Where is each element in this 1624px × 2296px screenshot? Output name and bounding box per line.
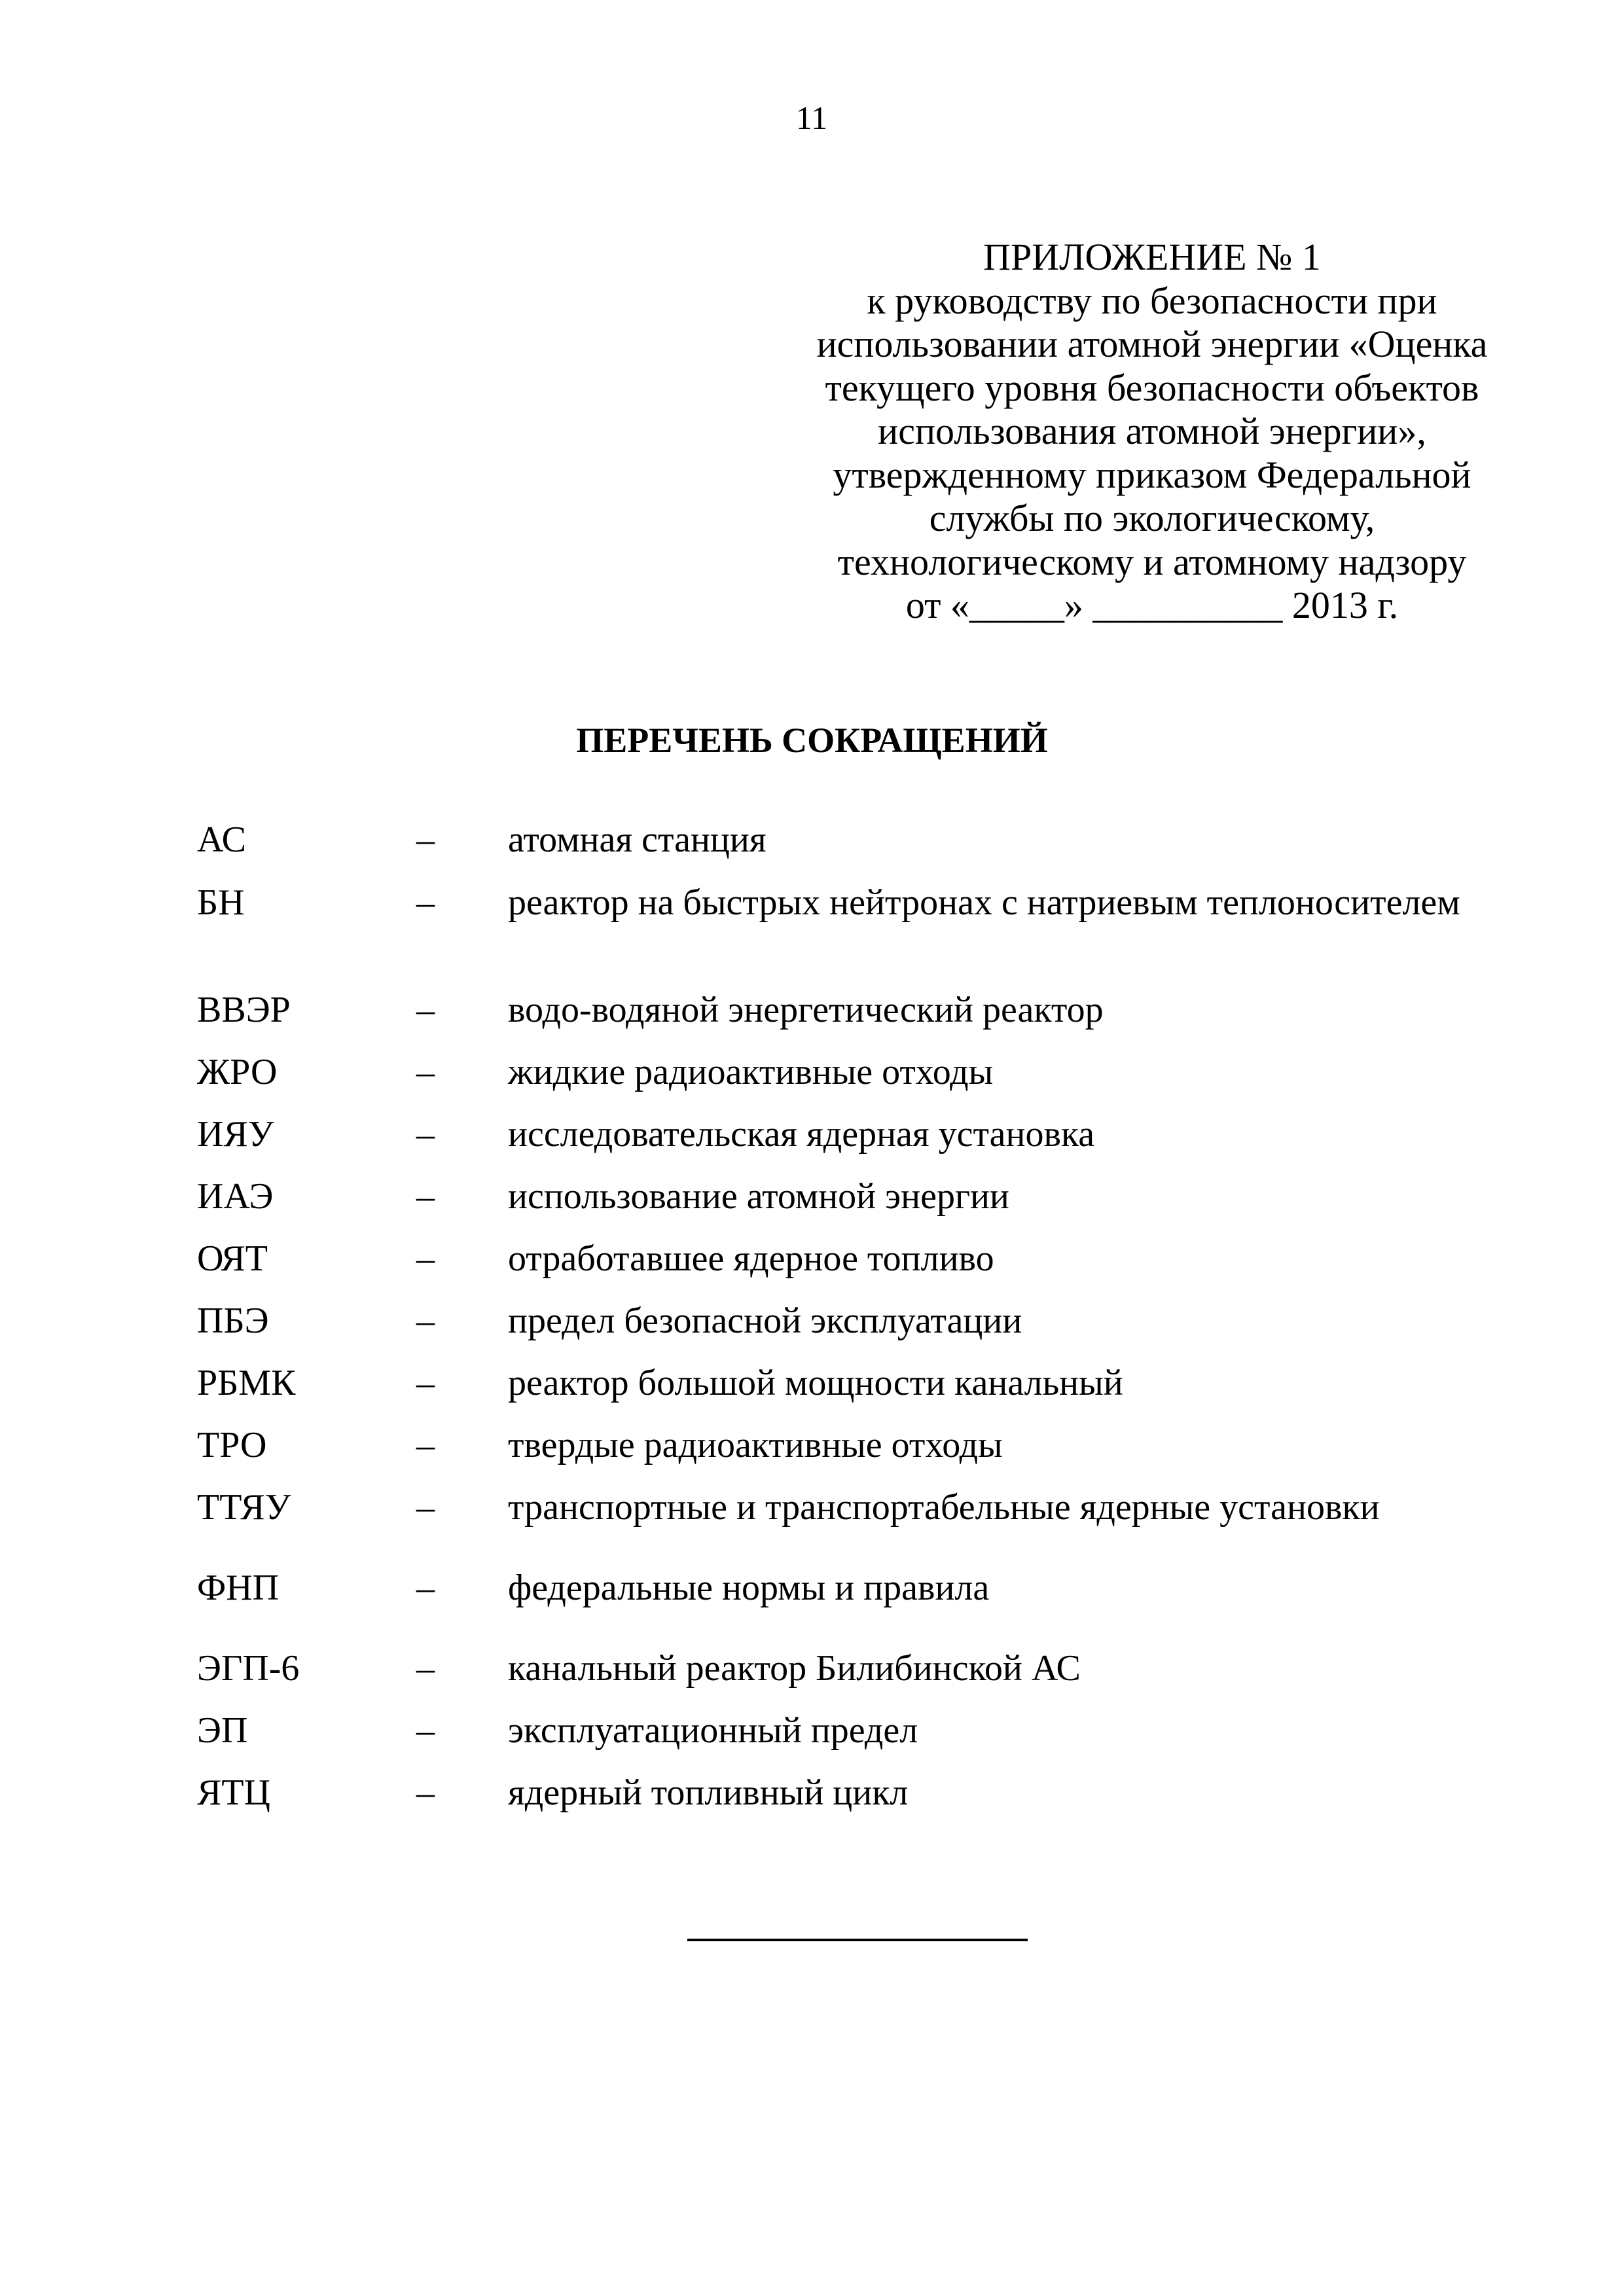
appendix-line: использования атомной энергии», xyxy=(878,410,1426,452)
abbreviation-dash: – xyxy=(416,1176,435,1217)
abbreviation-code: ЖРО xyxy=(197,1052,278,1092)
abbreviation-definition: эксплуатационный предел xyxy=(508,1710,918,1751)
appendix-line: службы по экологическому, xyxy=(929,497,1375,539)
abbreviation-dash: – xyxy=(416,1648,435,1689)
appendix-heading: ПРИЛОЖЕНИЕ № 1 xyxy=(983,236,1321,278)
abbreviation-dash: – xyxy=(416,1052,435,1092)
abbreviation-dash: – xyxy=(416,1300,435,1341)
abbreviation-code: АС xyxy=(197,819,247,860)
end-of-section-rule xyxy=(687,1939,1028,1941)
abbreviation-definition: исследовательская ядерная установка xyxy=(508,1114,1095,1155)
appendix-line: технологическому и атомному надзору xyxy=(837,540,1467,583)
abbreviation-dash: – xyxy=(416,1425,435,1465)
abbreviation-definition: водо-водяной энергетический реактор xyxy=(508,990,1104,1030)
abbreviation-definition: ядерный топливный цикл xyxy=(508,1772,909,1813)
abbreviation-code: ТТЯУ xyxy=(197,1487,291,1528)
abbreviation-code: БН xyxy=(197,882,245,923)
appendix-date-line: от «_____» __________ 2013 г. xyxy=(905,584,1399,626)
abbreviation-dash: – xyxy=(416,1363,435,1403)
page-number: 11 xyxy=(795,99,828,136)
abbreviation-definition: реактор большой мощности канальный xyxy=(508,1363,1123,1403)
abbreviation-definition: отработавшее ядерное топливо xyxy=(508,1238,994,1279)
abbreviation-definition: федеральные нормы и правила xyxy=(508,1568,990,1608)
appendix-line: утвержденному приказом Федеральной xyxy=(833,453,1471,496)
abbreviation-definition: реактор на быстрых нейтронах с натриевым теплоносителем xyxy=(508,882,1460,923)
abbreviation-code: ФНП xyxy=(197,1568,280,1608)
abbreviation-code: РБМК xyxy=(197,1363,296,1403)
abbreviation-dash: – xyxy=(416,1114,435,1155)
abbreviation-code: ТРО xyxy=(197,1425,267,1465)
abbreviation-dash: – xyxy=(416,990,435,1030)
abbreviation-code: ЯТЦ xyxy=(197,1772,270,1813)
abbreviation-dash: – xyxy=(416,1487,435,1528)
abbreviation-definition: транспортные и транспортабельные ядерные установки xyxy=(508,1487,1380,1528)
abbreviation-code: ЭГП-6 xyxy=(197,1648,300,1689)
abbreviation-dash: – xyxy=(416,819,435,860)
abbreviation-definition: атомная станция xyxy=(508,819,767,860)
abbreviation-dash: – xyxy=(416,1568,435,1608)
abbreviation-dash: – xyxy=(416,1710,435,1751)
abbreviation-dash: – xyxy=(416,1238,435,1279)
appendix-line: текущего уровня безопасности объектов xyxy=(825,366,1479,409)
abbreviation-code: ЭП xyxy=(197,1710,248,1751)
abbreviation-code: ВВЭР xyxy=(197,990,291,1030)
abbreviation-definition: твердые радиоактивные отходы xyxy=(508,1425,1003,1465)
appendix-line: использовании атомной энергии «Оценка xyxy=(816,323,1488,365)
appendix-line: к руководству по безопасности при xyxy=(867,279,1437,322)
abbreviation-definition: жидкие радиоактивные отходы xyxy=(508,1052,994,1092)
abbreviation-dash: – xyxy=(416,1772,435,1813)
document-title: ПЕРЕЧЕНЬ СОКРАЩЕНИЙ xyxy=(576,721,1048,760)
abbreviation-code: ПБЭ xyxy=(197,1300,269,1341)
abbreviation-code: ОЯТ xyxy=(197,1238,268,1279)
abbreviation-code: ИЯУ xyxy=(197,1114,274,1155)
abbreviation-definition: предел безопасной эксплуатации xyxy=(508,1300,1022,1341)
abbreviation-dash: – xyxy=(416,882,435,923)
abbreviation-definition: использование атомной энергии xyxy=(508,1176,1009,1217)
abbreviation-definition: канальный реактор Билибинской АС xyxy=(508,1648,1081,1689)
abbreviation-code: ИАЭ xyxy=(197,1176,274,1217)
